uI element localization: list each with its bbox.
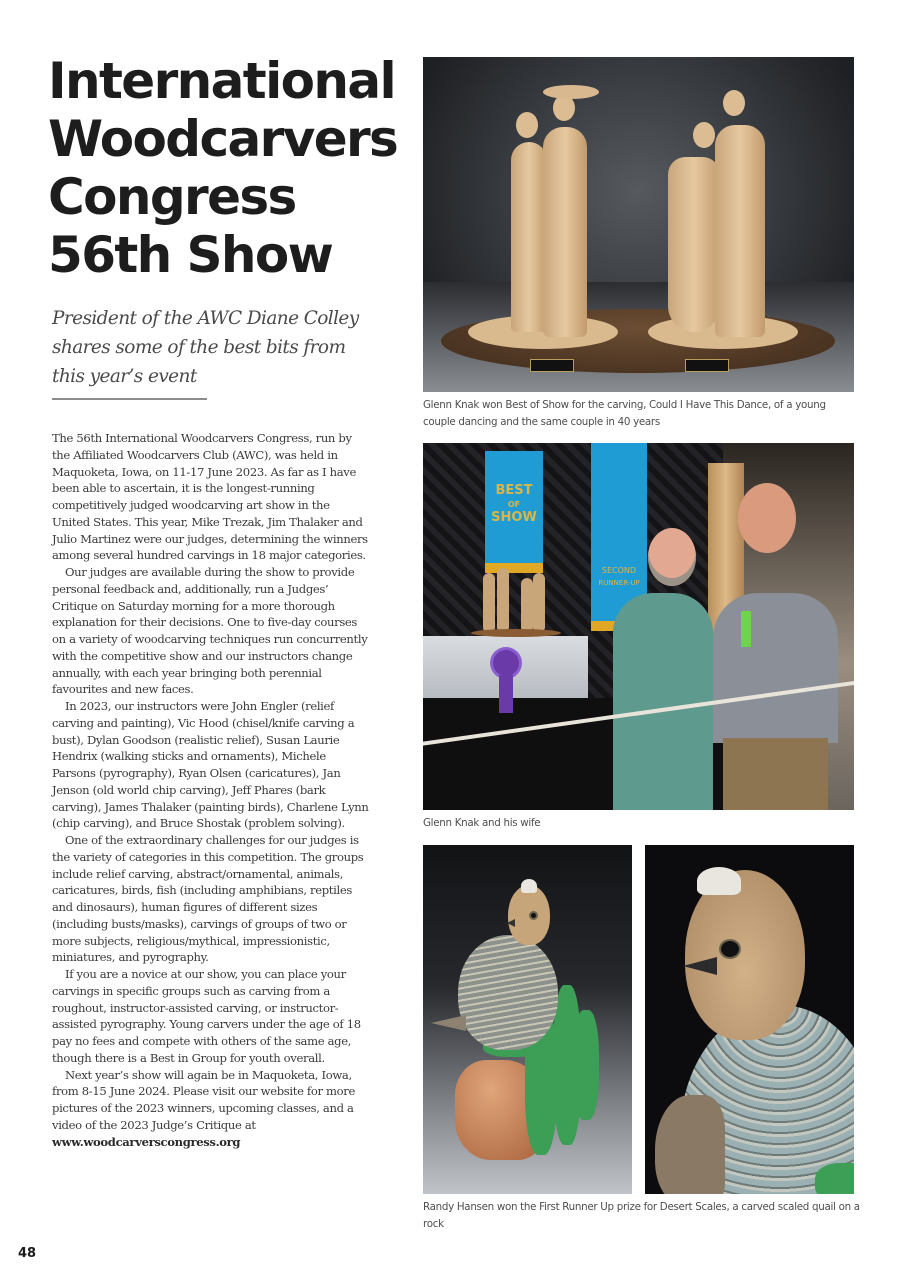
cactus-pad xyxy=(573,1010,599,1120)
quail-body xyxy=(458,935,558,1050)
person-man xyxy=(713,593,838,743)
small-carving-figure xyxy=(497,568,509,633)
title-line: Woodcarvers xyxy=(48,110,398,168)
body-paragraph: Our judges are available during the show to provide personal feedback and, additionally, run a Judges’ Critique on Saturday morning for a more thorough explanation for their decisions. One to five-day courses on a variety of woodcarving techniques run concurrently with the competitive show and our instructors change annually, with each year bringing both perennial favourites and new faces. xyxy=(52,565,368,697)
cactus-pad xyxy=(815,1163,854,1194)
man-shorts xyxy=(723,738,828,810)
figure-head xyxy=(693,122,715,148)
green-ribbon xyxy=(741,611,751,647)
banner-best-of-show xyxy=(485,451,543,563)
photo-2-caption: Glenn Knak and his wife xyxy=(423,817,541,829)
quail-eye xyxy=(531,913,536,918)
page-number: 48 xyxy=(18,1246,37,1261)
purple-rosette-ribbon xyxy=(493,650,519,676)
small-carving-figure xyxy=(521,578,533,633)
website-link[interactable]: www.woodcarverscongress.org xyxy=(52,1134,241,1149)
banner-text: OF xyxy=(507,500,521,509)
small-carving-figure xyxy=(483,573,495,633)
title-line: Congress xyxy=(48,168,296,226)
quail-beak xyxy=(507,919,515,927)
small-carving-base xyxy=(471,629,561,637)
standfirst-line: President of the AWC Diane Colley xyxy=(52,308,359,329)
photo-quail-closeup xyxy=(645,845,854,1194)
man-head xyxy=(738,483,796,553)
quail-head xyxy=(508,885,550,945)
final-paragraph-text: Next year’s show will again be in Maquoketa, Iowa, from 8-15 June 2024. Please visit our website for more pictures of the 2023 winners, upcoming classes, and a video of the 2023 Judge’s Critique at xyxy=(52,1067,355,1132)
woman-head xyxy=(648,528,696,586)
cowboy-hat xyxy=(543,85,599,99)
article-standfirst xyxy=(52,304,382,391)
banner-text: SHOW xyxy=(491,510,537,525)
figure-head xyxy=(516,112,538,138)
photo-1-caption: Glenn Knak won Best of Show for the carving, Could I Have This Dance, of a young couple dancing and the same couple in 40 years xyxy=(423,399,826,428)
banner-fringe xyxy=(485,563,543,573)
title-line: International xyxy=(48,52,396,110)
photo-winner-and-wife xyxy=(423,443,854,810)
plaque-right xyxy=(685,359,729,372)
ribbon-tail xyxy=(499,675,513,713)
body-paragraph: The 56th International Woodcarvers Congress, run by the Affiliated Woodcarvers Club (AWC), was held in Maquoketa, Iowa, on 11-17 June 2023. As far as I have been able to ascertain, it is the longest-running competitively judged woodcarving art show in the United States. This year, Mike Trezak, Jim Thalaker and Julio Martinez were our judges, determining the winners among several hundred carvings in 18 major categories. xyxy=(52,431,368,563)
figure-head xyxy=(723,90,745,116)
banner-second-runner-up xyxy=(591,443,647,621)
quail-eye xyxy=(721,941,739,957)
quail-tail xyxy=(431,1015,466,1031)
small-carving-figure xyxy=(533,573,545,633)
quail-beak xyxy=(683,957,717,975)
body-paragraph: In 2023, our instructors were John Engler (relief carving and painting), Vic Hood (chisel/knife carving a bust), Dylan Goodson (realistic relief), Susan Laurie Hendrix (walking sticks and ornaments), Michele Parsons (pyrography), Ryan Olsen (caricatures), Jan Jenson (old world chip carving), Jeff Phares (bark carving), James Thalaker (painting birds), Charlene Lynn (chip carving), and Bruce Shostak (problem solving). xyxy=(52,699,369,831)
body-paragraph: One of the extraordinary challenges for our judges is the variety of categories in this competition. The groups include relief carving, abstract/ornamental, animals, caricatures, birds, fish (including amphibians, reptiles and dinosaurs), human figures of different sizes (including busts/masks), carvings of groups of two or more subjects, religious/mythical, impressionistic, miniatures, and pyrography. xyxy=(52,833,364,965)
figure-older-woman xyxy=(668,157,720,332)
article-title xyxy=(48,52,398,284)
figure-young-woman xyxy=(511,142,547,332)
body-paragraph-final xyxy=(52,1067,370,1151)
figure-young-man xyxy=(543,127,587,337)
quail-crest xyxy=(697,867,741,895)
quail-crest xyxy=(521,879,537,893)
banner-text: BEST xyxy=(495,483,533,498)
title-line: 56th Show xyxy=(48,226,333,284)
photo-dancing-couples-carving xyxy=(423,57,854,392)
article-body xyxy=(52,430,370,1150)
photo-quail-on-rock xyxy=(423,845,632,1194)
plaque-left xyxy=(530,359,574,372)
quail-wing xyxy=(655,1095,725,1194)
standfirst-line: this year’s event xyxy=(52,366,197,387)
body-paragraph: If you are a novice at our show, you can place your carvings in specific groups such as carving from a roughout, instructor-assisted carving, or instructor-assisted pyrography. Young carvers under the age of 18 pay no fees and compete with others of the same age, though there is a Best in Group for youth overall. xyxy=(52,967,361,1065)
standfirst-divider xyxy=(52,398,207,400)
figure-older-man xyxy=(715,125,765,337)
person-woman xyxy=(613,593,713,810)
banner-text: SECOND xyxy=(601,566,637,575)
quail-head xyxy=(685,870,805,1040)
banner-text: RUNNER-UP xyxy=(598,579,640,587)
standfirst-line: shares some of the best bits from xyxy=(52,337,346,358)
quail-caption: Randy Hansen won the First Runner Up prize for Desert Scales, a carved scaled quail on a rock xyxy=(423,1201,860,1230)
